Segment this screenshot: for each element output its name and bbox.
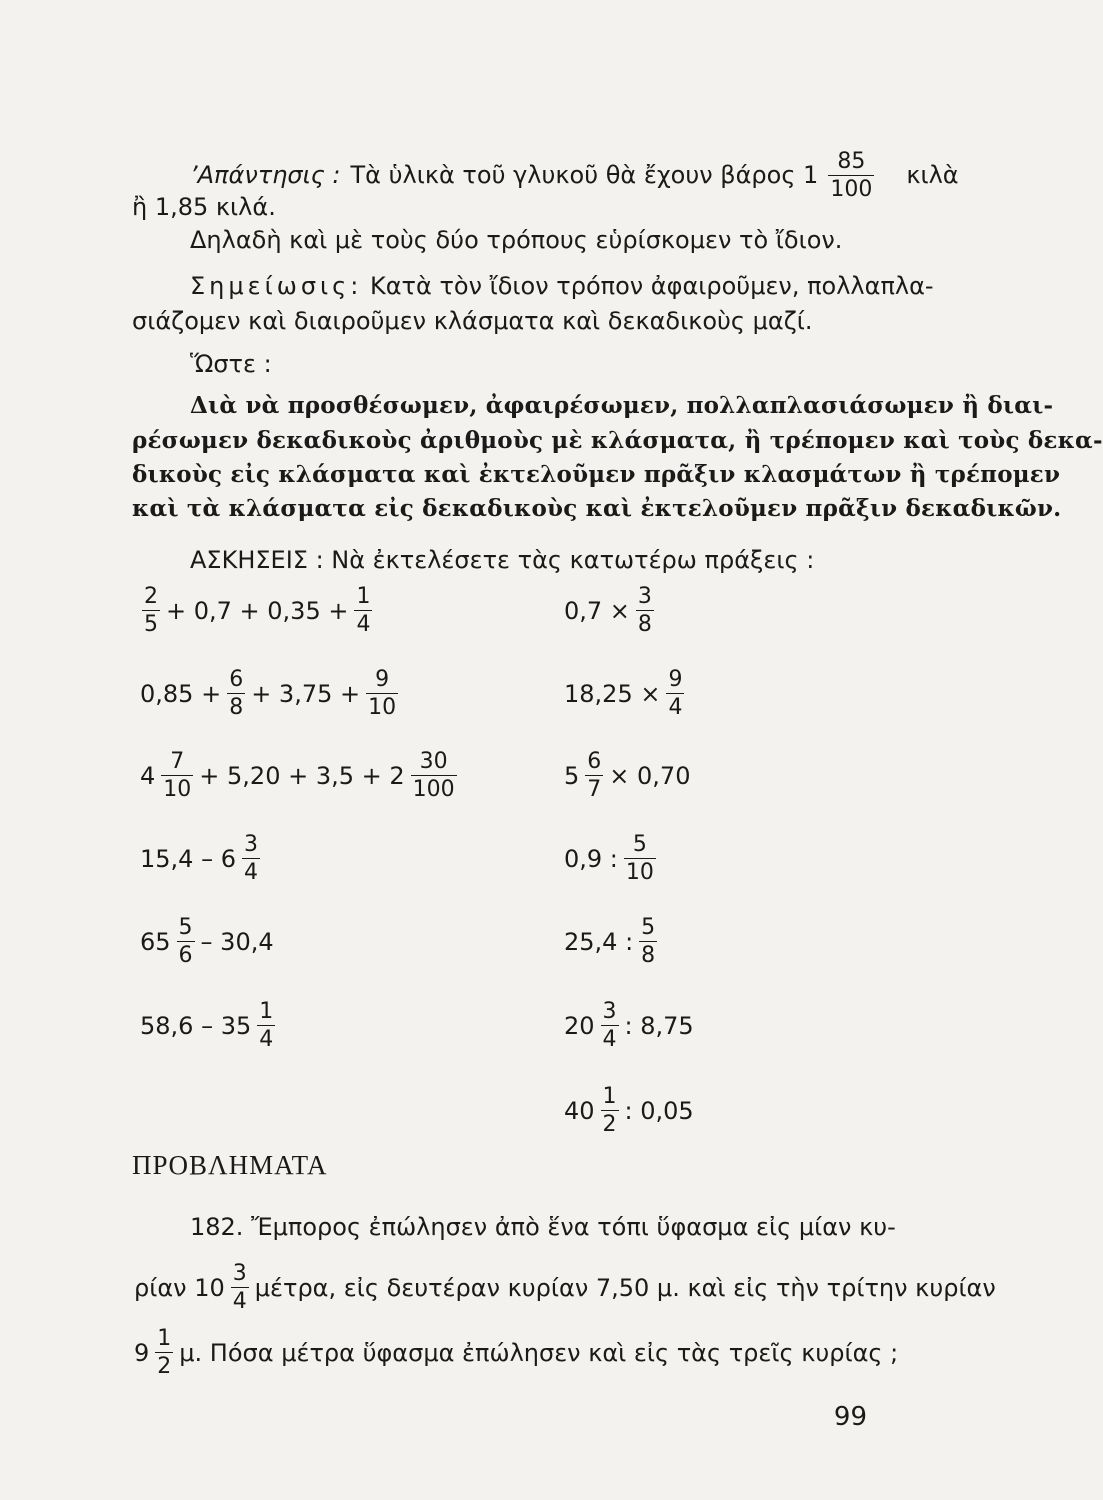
answer-line-2: ἢ 1,85 κιλά. [132, 193, 276, 221]
page-number: 99 [833, 1402, 867, 1432]
exercise-8: 0,9 : $\frac{5}{10}$ [564, 832, 654, 886]
exercises-intro: ΑΣΚΗΣΕΙΣ : Νὰ ἐκτελέσετε τὰς κατωτέρω πράξεις : [190, 546, 815, 574]
problems-heading: ΠΡΟΒΛΗΜΑΤΑ [132, 1150, 328, 1180]
note-text-1: Κατὰ τὸν ἴδιον τρόπον ἀφαιροῦμεν, πολλαπλα- [369, 272, 934, 300]
answer-line [190, 150, 959, 201]
answer-unit: κιλὰ [906, 161, 959, 190]
exercise-13: 40 $\frac{1}{2}$ : 0,05 [564, 1084, 694, 1138]
exercise-3: 0,85 + $\frac{6}{8}$ + 3,75 + $\frac{9}{10}$ [140, 667, 397, 721]
problem-182-line-1: 182. Ἔμπορος ἐπώλησεν ἀπὸ ἕνα τόπι ὕφασμα εἰς μίαν κυ- [190, 1213, 896, 1241]
exercise-6: 5 $\frac{6}{7}$ × 0,70 [564, 749, 691, 803]
exercise-7: 15,4 – 6 $\frac{3}{4}$ [140, 832, 258, 886]
same-result-line: Δηλαδὴ καὶ μὲ τοὺς δύο τρόπους εὑρίσκομεν τὸ ἴδιον. [190, 226, 843, 254]
exercise-1: $\frac{2}{5}$ + 0,7 + 0,35 + $\frac{1}{4}$ [144, 584, 371, 638]
rule-line-3: δικοὺς εἰς κλάσματα καὶ ἐκτελοῦμεν πρᾶξιν κλασμάτων ἢ τρέπομεν [132, 461, 1061, 488]
exercise-9: 65 $\frac{5}{6}$ – 30,4 [140, 915, 274, 969]
answer-text: Τὰ ὑλικὰ τοῦ γλυκοῦ θὰ ἔχουν βάρος 1 [350, 161, 819, 190]
exercise-10: 25,4 : $\frac{5}{8}$ [564, 915, 656, 969]
exercise-11: 58,6 – 35 $\frac{1}{4}$ [140, 999, 274, 1053]
rule-line-4: καὶ τὰ κλάσματα εἰς δεκαδικοὺς καὶ ἐκτελοῦμεν πρᾶξιν δεκαδικῶν. [132, 495, 1062, 522]
exercise-2: 0,7 × $\frac{3}{8}$ [564, 584, 652, 638]
problem-182-line-3: 9 $\frac{1}{2}$ μ. Πόσα μέτρα ὕφασμα ἐπώλησεν καὶ εἰς τὰς τρεῖς κυρίας ; [134, 1326, 899, 1380]
note-line-1 [190, 272, 934, 301]
exercise-12: 20 $\frac{3}{4}$ : 8,75 [564, 999, 694, 1053]
answer-label: ’Απάντησις : [190, 161, 341, 190]
rule-line-2: ρέσωμεν δεκαδικοὺς ἀριθμοὺς μὲ κλάσματα, ἢ τρέπομεν καὶ τοὺς δεκα- [132, 427, 1103, 454]
answer-fraction: $\frac{85}{100}$ [830, 149, 873, 203]
exercise-5: 4 $\frac{7}{10}$ + 5,20 + 3,5 + 2 $\frac{30}{100}$ [140, 749, 455, 803]
note-line-2: σιάζομεν καὶ διαιροῦμεν κλάσματα καὶ δεκαδικοὺς μαζί. [132, 307, 813, 335]
note-label: Σημείωσις: [190, 272, 363, 300]
rule-line-1: Διὰ νὰ προσθέσωμεν, ἀφαιρέσωμεν, πολλαπλασιάσωμεν ἢ διαι- [190, 392, 1054, 419]
hoste-label: Ὥστε : [190, 350, 272, 378]
exercise-4: 18,25 × $\frac{9}{4}$ [564, 667, 683, 721]
problem-182-line-2: ρίαν 10 $\frac{3}{4}$ μέτρα, εἰς δευτέραν κυρίαν 7,50 μ. καὶ εἰς τὴν τρίτην κυρίαν [134, 1261, 996, 1315]
